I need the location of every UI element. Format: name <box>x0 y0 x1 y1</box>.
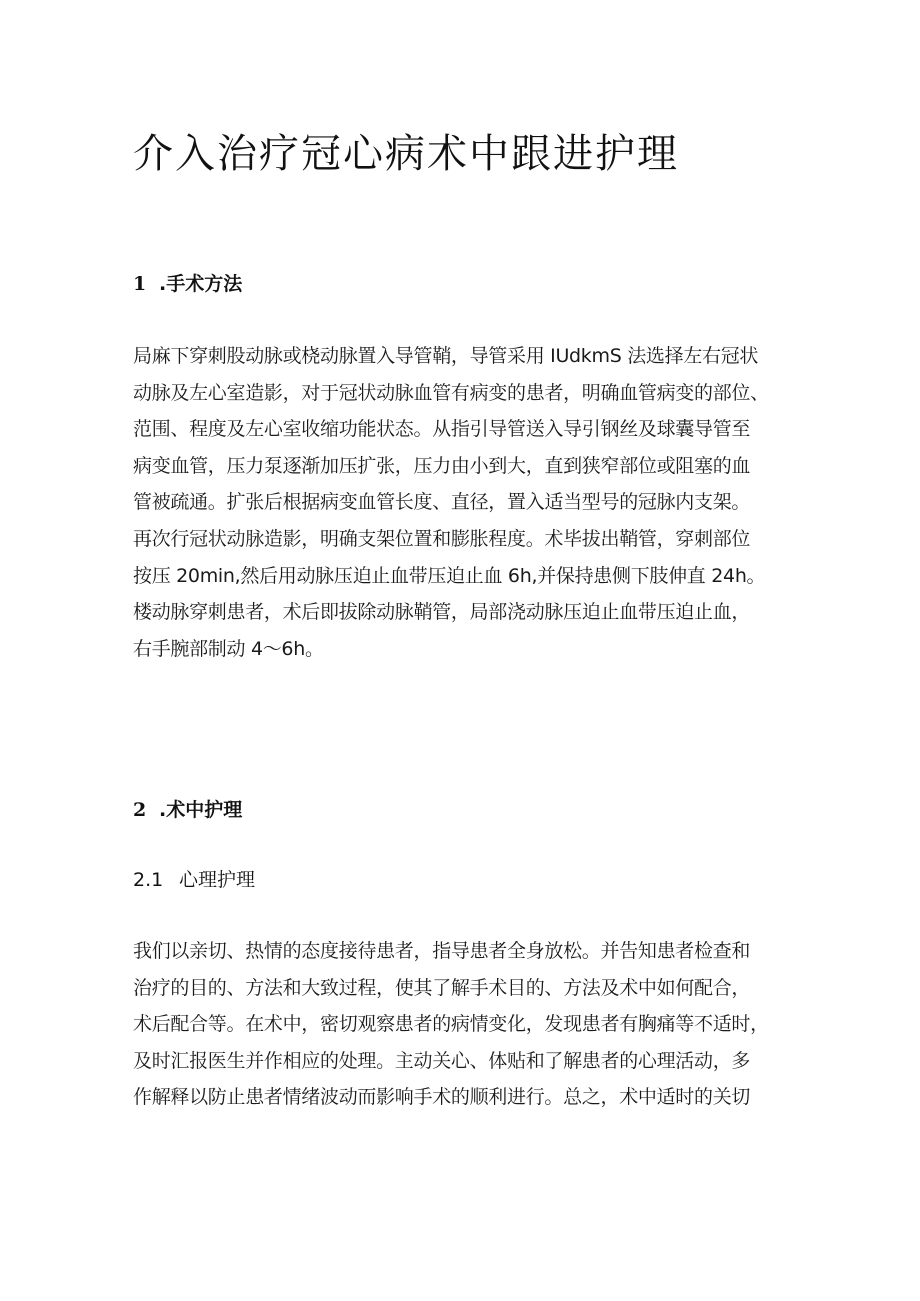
subsection-2-1-number: 2.1 <box>133 869 164 891</box>
paragraph-line: 再次行冠状动脉造影，明确支架位置和膨胀程度。术毕拔出鞘管，穿刺部位 <box>133 527 751 550</box>
subsection-2-1-title: 心理护理 <box>179 869 256 891</box>
subsection-2-1-heading <box>133 867 255 893</box>
paragraph-line: 按压 20min,然后用动脉压迫止血带压迫止血 6h,并保持患侧下肢伸直 24h。 <box>133 564 766 587</box>
paragraph-line: 局麻下穿刺股动脉或桡动脉置入导管鞘，导管采用 IUdkmS 法选择左右冠状 <box>133 345 759 367</box>
paragraph-line: 治疗的目的、方法和大致过程，使其了解手术目的、方法及术中如何配合， <box>133 976 751 999</box>
paragraph-line: 楼动脉穿刺患者，术后即拔除动脉鞘管，局部浇动脉压迫止血带压迫止血， <box>133 601 751 624</box>
section-1-number: 1 <box>133 273 147 295</box>
paragraph-line: 动脉及左心室造影，对于冠状动脉血管有病变的患者，明确血管病变的部位、 <box>133 381 769 404</box>
section-1-paragraph <box>133 338 813 667</box>
section-2-heading <box>133 797 242 823</box>
paragraph-line: 及时汇报医生并作相应的处理。主动关心、体贴和了解患者的心理活动，多 <box>133 1049 751 1072</box>
paragraph-line: 作解释以防止患者情绪波动而影响手术的顺利进行。总之，术中适时的关切 <box>133 1086 751 1109</box>
section-2-number: 2 <box>133 799 147 821</box>
section-2-title: .术中护理 <box>159 799 243 821</box>
paragraph-line: 术后配合等。在术中，密切观察患者的病情变化，发现患者有胸痛等不适时， <box>133 1013 769 1036</box>
paragraph-line: 病变血管，压力泵逐渐加压扩张，压力由小到大，直到狭窄部位或阻塞的血 <box>133 454 751 477</box>
paragraph-line: 右手腕部制动 4〜6h。 <box>133 637 324 660</box>
section-1-title: .手术方法 <box>159 273 243 295</box>
document-title: 介入治疗冠心病术中跟进护理 <box>133 131 679 177</box>
subsection-2-1-paragraph <box>133 933 813 1116</box>
paragraph-line: 我们以亲切、热情的态度接待患者，指导患者全身放松。并告知患者检查和 <box>133 940 751 962</box>
paragraph-line: 管被疏通。扩张后根据病变血管长度、直径，置入适当型号的冠脉内支架。 <box>133 491 751 514</box>
paragraph-line: 范围、程度及左心室收缩功能状态。从指引导管送入导引钢丝及球囊导管至 <box>133 418 751 441</box>
section-1-heading <box>133 271 242 297</box>
